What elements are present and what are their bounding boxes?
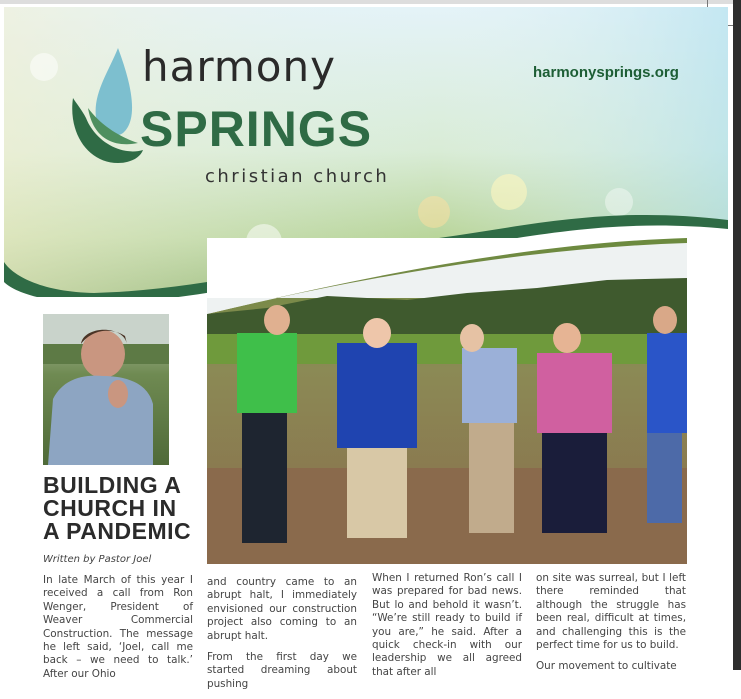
article-column-2 (207, 576, 357, 699)
headline-line: CHURCH IN (43, 495, 177, 521)
article-column-1 (43, 574, 193, 689)
logo-text-harmony: harmony (142, 42, 336, 91)
byline: Written by Pastor Joel (43, 554, 152, 565)
paragraph: and country came to an abrupt halt, I immediately envisioned our construction project also coming to an abrupt halt. (207, 576, 357, 642)
paragraph: When I returned Ron’s call I was prepared for bad news. But lo and behold it wasn’t. “We’re still ready to build if you are,” he said. After a quick check-in with our leadership we all agreed that after all (372, 572, 522, 678)
page-top-edge (0, 0, 733, 4)
logo-drop-icon (68, 48, 143, 166)
headline-line: BUILDING A (43, 472, 182, 498)
logo-text-christian-church: christian church (205, 166, 390, 187)
groundbreaking-photo (207, 238, 687, 564)
article-headline (43, 474, 191, 543)
paragraph: Our movement to cultivate (536, 660, 677, 673)
paragraph: on site was surreal, but I left there reminded that although the struggle has been real, difficult at times, and challenging this is the perfect time for us to build. (536, 572, 686, 652)
pastor-photo (43, 314, 169, 465)
article-column-4 (536, 572, 686, 682)
website-link[interactable]: harmonysprings.org (533, 64, 679, 81)
paragraph: From the first day we started dreaming about pushing (207, 651, 357, 690)
paragraph: In late March of this year I received a call from Ron Wenger, President of Weaver Commercial Construction. The message he left said, ‘Joel, call me back – we need to talk.’ After our Ohio (43, 574, 193, 680)
logo-text-springs: SPRINGS (140, 101, 373, 157)
headline-line: A PANDEMIC (43, 518, 192, 544)
viewer-background (733, 0, 741, 670)
